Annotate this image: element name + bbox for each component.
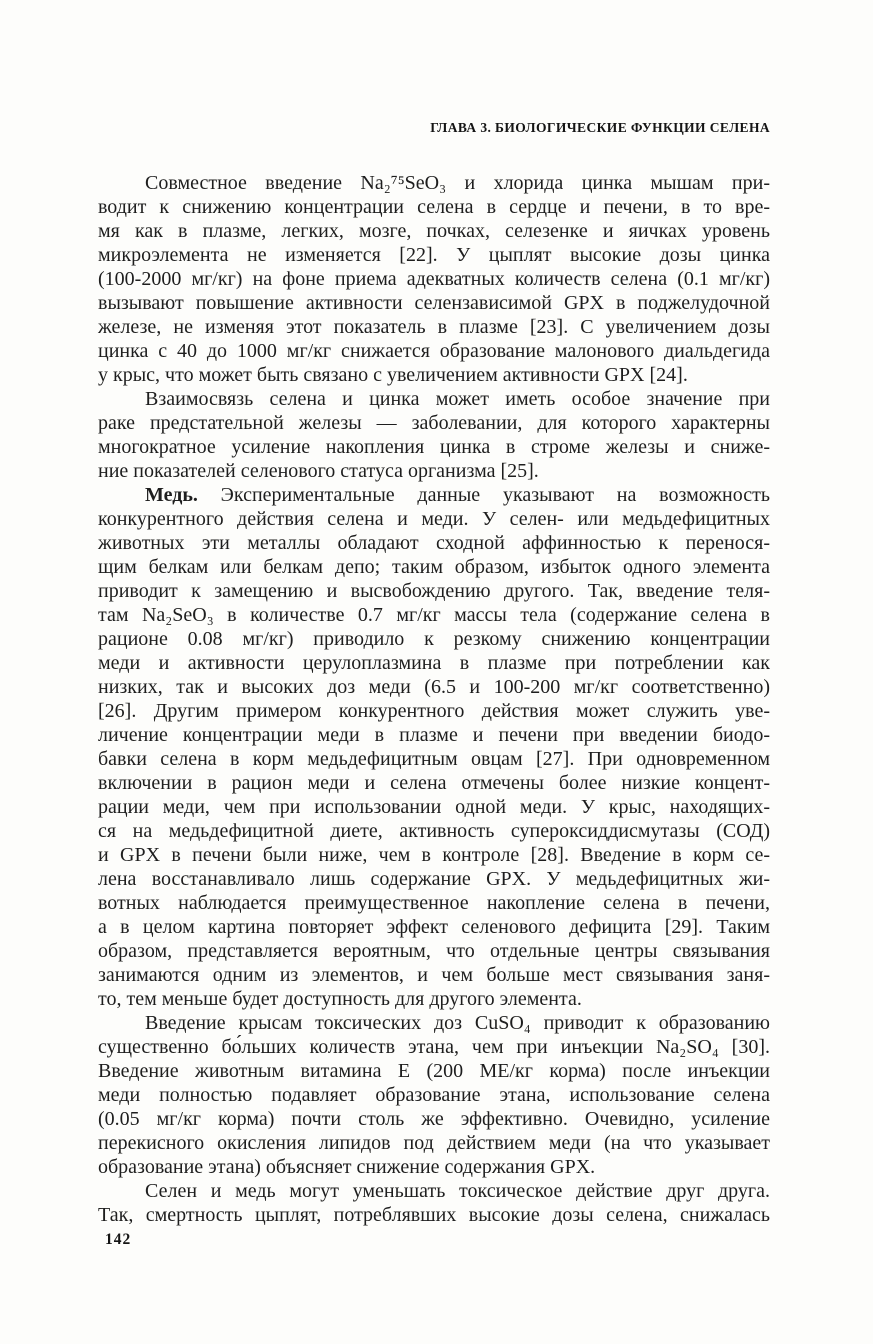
paragraph bbox=[98, 1011, 770, 1179]
page-number: 142 bbox=[105, 1231, 132, 1248]
text-line: у крыс, что может быть связано с увеличением активности GPX [24]. bbox=[98, 364, 688, 386]
text-line: рации меди, чем при использовании одной меди. У крыс, находящих- bbox=[98, 796, 770, 818]
text-line: Введение крысам токсических доз CuSO₄ приводит к образованию bbox=[145, 1012, 770, 1034]
text-line: образом, представляется вероятным, что отдельные центры связывания bbox=[98, 940, 770, 962]
text-line: включении в рацион меди и селена отмечены более низкие концент- bbox=[98, 772, 770, 794]
text-line: вызывают повышение активности селензависимой GPX в поджелудочной bbox=[98, 292, 770, 314]
text-line: Медь. Экспериментальные данные указывают на возможность bbox=[145, 484, 770, 506]
text-line: рационе 0.08 мг/кг) приводило к резкому снижению концентрации bbox=[98, 628, 770, 650]
text-line: Совместное введение Na₂⁷⁵SeO₃ и хлорида цинка мышам при- bbox=[145, 172, 770, 194]
text-line: меди полностью подавляет образование этана, использование селена bbox=[98, 1084, 770, 1106]
text-line: Введение животным витамина Е (200 МЕ/кг корма) после инъекции bbox=[98, 1060, 770, 1082]
text-line: личение концентрации меди в плазме и печени при введении биодо- bbox=[98, 724, 770, 746]
text-line: а в целом картина повторяет эффект селенового дефицита [29]. Таким bbox=[98, 916, 770, 938]
text-line: раке предстательной железы — заболевании, для которого характерны bbox=[98, 412, 770, 434]
text-line: (100-2000 мг/кг) на фоне приема адекватных количеств селена (0.1 мг/кг) bbox=[98, 268, 770, 290]
text-line: железе, не изменяя этот показатель в плазме [23]. С увеличением дозы bbox=[98, 316, 770, 338]
text-line: конкурентного действия селена и меди. У селен- или медьдефицитных bbox=[98, 508, 770, 530]
paragraph bbox=[98, 387, 770, 483]
text-line: щим белкам или белкам депо; таким образом, избыток одного элемента bbox=[98, 556, 770, 578]
paragraph bbox=[98, 1179, 770, 1227]
text-line: бавки селена в корм медьдефицитным овцам [27]. При одновременном bbox=[98, 748, 770, 770]
text-line: водит к снижению концентрации селена в сердце и печени, в то вре- bbox=[98, 196, 770, 218]
text-line: (0.05 мг/кг корма) почти столь же эффективно. Очевидно, усиление bbox=[98, 1108, 770, 1130]
text-line: Селен и медь могут уменьшать токсическое действие друг друга. bbox=[145, 1180, 770, 1202]
text-line: перекисного окисления липидов под действием меди (на что указывает bbox=[98, 1132, 770, 1154]
text-line: образование этана) объясняет снижение содержания GPX. bbox=[98, 1156, 596, 1178]
text-line: [26]. Другим примером конкурентного действия может служить уве- bbox=[98, 700, 770, 722]
text-line: многократное усиление накопления цинка в строме железы и сниже- bbox=[98, 436, 770, 458]
text-line: вотных наблюдается преимущественное накопление селена в печени, bbox=[98, 892, 770, 914]
text-line: существенно бо́льших количеств этана, чем при инъекции Na₂SO₄ [30]. bbox=[98, 1036, 770, 1058]
paragraph bbox=[98, 483, 770, 1011]
text-line: микроэлемента не изменяется [22]. У цыплят высокие дозы цинка bbox=[98, 244, 770, 266]
text-line: ся на медьдефицитной диете, активность супероксиддисмутазы (СОД) bbox=[98, 820, 770, 842]
paragraph bbox=[98, 171, 770, 387]
text-line: приводит к замещению и высвобождению другого. Так, введение теля- bbox=[98, 580, 770, 602]
text-line: низких, так и высоких доз меди (6.5 и 100-200 мг/кг соответственно) bbox=[98, 676, 770, 698]
text-line: животных эти металлы обладают сходной аффинностью к перенося- bbox=[98, 532, 770, 554]
text-line: занимаются одним из элементов, и чем больше мест связывания заня- bbox=[98, 964, 770, 986]
text-line: Так, смертность цыплят, потреблявших высокие дозы селена, снижалась bbox=[98, 1204, 770, 1226]
text-line: меди и активности церулоплазмина в плазме при потреблении как bbox=[98, 652, 770, 674]
text-line: там Na₂SeO₃ в количестве 0.7 мг/кг массы тела (содержание селена в bbox=[98, 604, 770, 626]
text-line: то, тем меньше будет доступность для другого элемента. bbox=[98, 988, 582, 1010]
text-line: и GPX в печени были ниже, чем в контроле [28]. Введение в корм се- bbox=[98, 844, 770, 866]
bold-lead: Медь. bbox=[145, 484, 198, 506]
text-line: ние показателей селенового статуса организма [25]. bbox=[98, 460, 539, 482]
text-line: лена восстанавливало лишь содержание GPX. У медьдефицитных жи- bbox=[98, 868, 770, 890]
chapter-header: ГЛАВА 3. БИОЛОГИЧЕСКИЕ ФУНКЦИИ СЕЛЕНА bbox=[430, 120, 770, 135]
text-line: мя как в плазме, легких, мозге, почках, селезенке и яичках уровень bbox=[98, 220, 770, 242]
page-body bbox=[98, 171, 770, 1227]
text-line: цинка с 40 до 1000 мг/кг снижается образование малонового диальдегида bbox=[98, 340, 770, 362]
text-line: Взаимосвязь селена и цинка может иметь особое значение при bbox=[145, 388, 770, 410]
